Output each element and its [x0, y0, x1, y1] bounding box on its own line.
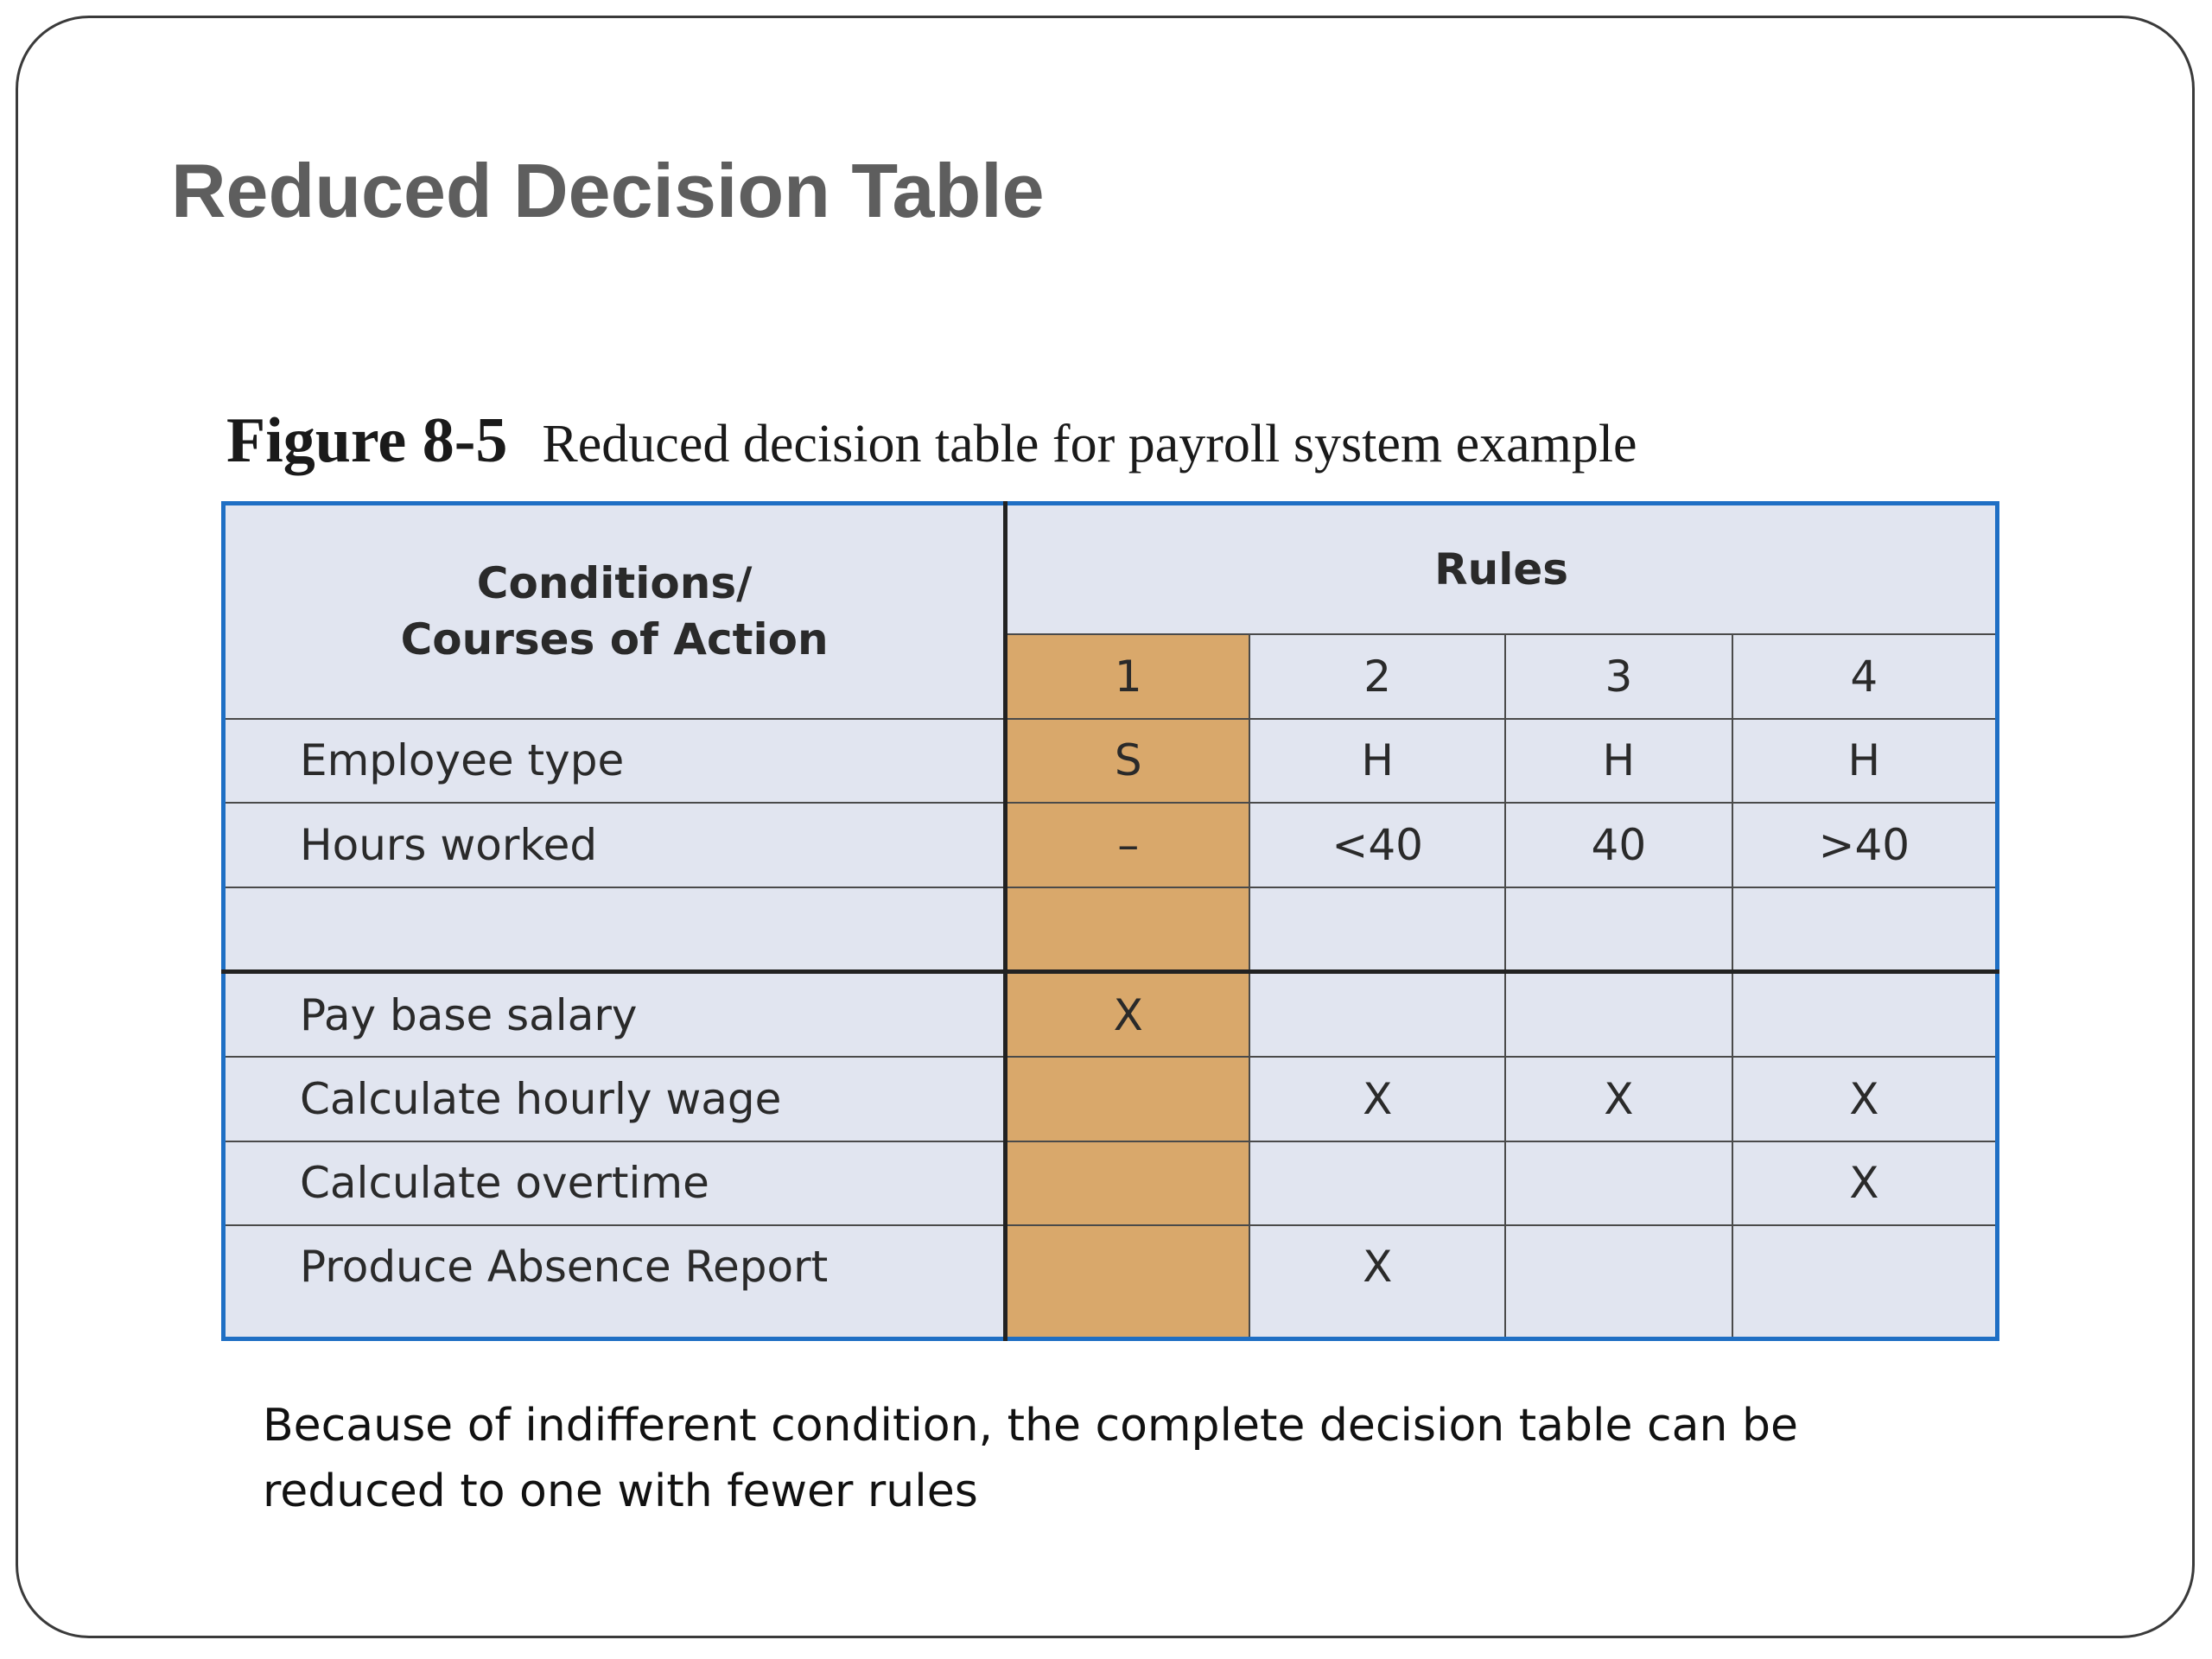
- action-label: Calculate overtime: [224, 1141, 1006, 1226]
- action-label: Pay base salary: [224, 972, 1006, 1057]
- rule-number: 2: [1249, 634, 1505, 719]
- table-header-row: [224, 504, 1998, 634]
- table-cell: [1732, 972, 1998, 1057]
- table-cell: <40: [1249, 803, 1505, 887]
- table-cell: –: [1006, 803, 1250, 887]
- table-cell: [1505, 1225, 1732, 1338]
- figure-caption: [226, 406, 1637, 476]
- slide-footnote: Because of indifferent condition, the complete decision table can be reduced to one with fewer rules: [263, 1400, 1798, 1517]
- table-cell: [1505, 972, 1732, 1057]
- table-cell: [1732, 887, 1998, 972]
- table-cell: [1006, 1141, 1250, 1226]
- table-cell: [1006, 887, 1250, 972]
- figure-caption-text: Reduced decision table for payroll system example: [542, 415, 1637, 474]
- condition-row: [224, 803, 1998, 887]
- condition-label: Employee type: [224, 719, 1006, 804]
- rule-number: 4: [1732, 634, 1998, 719]
- action-label: Produce Absence Report: [224, 1225, 1006, 1338]
- table-cell: X: [1249, 1225, 1505, 1338]
- figure-label: Figure 8-5: [226, 405, 508, 476]
- conditions-header-line1: Conditions/: [476, 557, 753, 608]
- action-row: [224, 1057, 1998, 1141]
- table-cell: [1505, 887, 1732, 972]
- table-cell: H: [1505, 719, 1732, 804]
- condition-label: Hours worked: [224, 803, 1006, 887]
- condition-label: [224, 887, 1006, 972]
- action-row: [224, 1141, 1998, 1226]
- table-cell: X: [1249, 1057, 1505, 1141]
- table-cell: [1249, 1141, 1505, 1226]
- condition-row: [224, 719, 1998, 804]
- table-cell: [1505, 1141, 1732, 1226]
- table-cell: X: [1732, 1057, 1998, 1141]
- condition-row: [224, 887, 1998, 972]
- rule-number: 1: [1006, 634, 1250, 719]
- table-cell: [1732, 1225, 1998, 1338]
- table-cell: X: [1006, 972, 1250, 1057]
- table-cell: [1006, 1057, 1250, 1141]
- table-cell: 40: [1505, 803, 1732, 887]
- slide-title: Reduced Decision Table: [171, 148, 1045, 233]
- action-label: Calculate hourly wage: [224, 1057, 1006, 1141]
- table-cell: H: [1249, 719, 1505, 804]
- table-cell: [1249, 972, 1505, 1057]
- rules-header: Rules: [1006, 504, 1998, 634]
- conditions-header: [224, 504, 1006, 719]
- table-cell: X: [1505, 1057, 1732, 1141]
- conditions-header-line2: Courses of Action: [400, 613, 829, 664]
- table-cell: H: [1732, 719, 1998, 804]
- action-row: [224, 972, 1998, 1057]
- table-cell: S: [1006, 719, 1250, 804]
- rule-number: 3: [1505, 634, 1732, 719]
- decision-table: [221, 501, 1999, 1341]
- action-row: [224, 1225, 1998, 1338]
- table-cell: X: [1732, 1141, 1998, 1226]
- table-cell: [1006, 1225, 1250, 1338]
- table-cell: [1249, 887, 1505, 972]
- table-cell: >40: [1732, 803, 1998, 887]
